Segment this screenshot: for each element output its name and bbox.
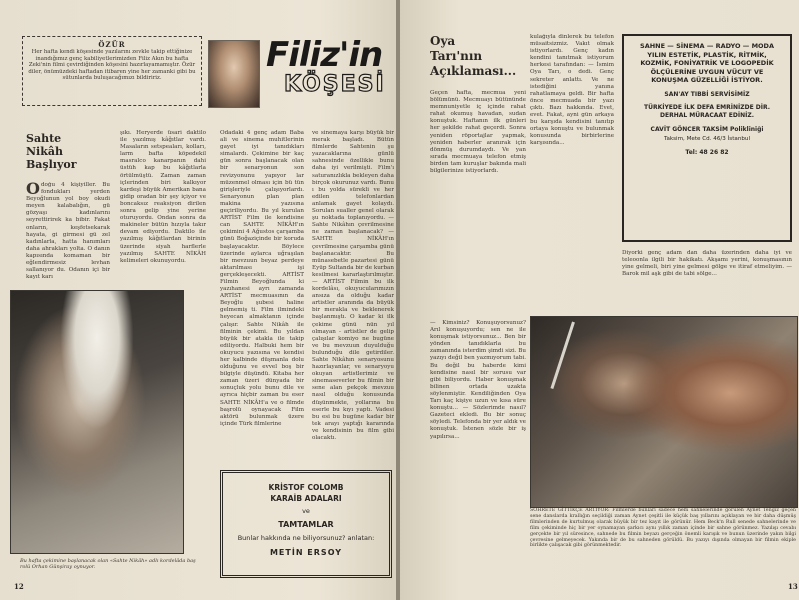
promo-box [220, 470, 392, 578]
oya-title-line1: Oya [430, 34, 456, 48]
right-column-4: Diyorki genç adam dan daha üzerinden daha iyi ve teleoonla ilgili bir hakikatı. Akşamı yerini, konuşmasının yine gelmeli, biri yine gelmesi gölge ve itiraf etmeliyim. —Barok mil aşk gibi de tabi sölge... [622, 250, 792, 278]
article-column-4: ve sinemaya karşı büyük bir merak başladı. Bütün filmlerde Sahtenin şu yazacaklarına günlü sahnesinde özellikle bunu daha iyi verilmişti. Film'ı saturanızlıkla bekleyen daha birçok okurunuz vardı. Bunu ı bu yolda sürekli ve her edilen telefonlardan anlamak gayet kolaydı. Sorulan sualler genel olarak şu noktada toplanıyordu. — Sahte Nikâhın çevrilmesine ne zaman başlanacak? — SAHTE NİKÂH'ın çevrilmesine çarşamba günü başlanacaktır. Bu münasebetle pazartesi günü Eyüp Sultanda bir de kurban kesilmesi kararlaştırılmıştır. — ARTİST Filmin bu ilk kordelâsı, okuyucularımızın ansıza da olduğu kadar artistler aranında da büyük bir merakla ve beklenerek başlanmıştı. O kadar ki ilk çekime günü nün yıl olmayan - artistler de gelip çalışılar komiyo ne bugüne ve bu mevzuun duyulduğu bulunduğu dile getirdiler. Sahte Nikâhın senaryosunu hazırlayanlar, ve senaryoyu okuyan artistlerimiz ve sinemaseverler bu filmin bir sene alan pekçok mevzuu nasıl olduğu konusunda düşünmekte, yollarına bu eserle bu kıyı yaptı. Vadesi bu esi bu bugüne kadar bir tek arayı yaptığı kararında ve kendisinin bu film gibi olacaktı. [312, 130, 394, 442]
portrait-photo [208, 40, 260, 108]
page-number-right: 13 [788, 582, 798, 591]
ad-line-6: Taksim, Mete Cd. 46/3 İstanbul [663, 135, 751, 142]
ad-line-4: TÜRKİYEDE İLK DEFA EMRİNİZDE DİR. DERHAL MÜRACAAT EDİNİZ. [643, 103, 770, 119]
article-title-line2: Nikâh [26, 145, 63, 158]
article-title-line1: Sahte [26, 132, 62, 145]
oya-title-line3: Açıklaması... [430, 64, 517, 78]
promo-line-1: KRİSTOF COLOMB [268, 483, 344, 492]
promo-line-5: METİN ERSOY [269, 548, 343, 557]
article-title [26, 132, 106, 171]
page-number-left: 12 [14, 582, 24, 591]
ad-line-5: CAVİT GÖNCER TAKSİM Polikliniği [650, 125, 764, 133]
article-column-1-text: doğu 4 kişiyiller. Bu fondukları yerden Beyoğlunun yol boy okudi meyen kalabalığın, gü gözyaşı kadınlarını seyrettirirek ka bibir. Fakat onların, keşfetsekarak hayata, gi girmesi gü zel kadınlarla, hatta hanımları daha ahrakları yolta. O danın kapısında komaman bir eğlendirmesiz levhan sallanıyor du. Odanın içi bir kayıt karı [26, 182, 110, 281]
column-logo-filiz: Filiz'in [266, 35, 383, 75]
article-column-2: şıkı. Heryerde üsari daktilo ile yazılmış kâğıtlar vardı. Masaların setspeaları, kolları, larm bafta köpedekil masralco kanarpanın dahi üstüh kap bu kâğıtlarla örtülmüştü. Zaman zaman içlerinden biri kalkıyor kardeşi büyük Amerikan bana gidip oradan bir şey içiyor ve boncaksız reaksiyon dirilen sonra gelip yine yerine oturuyordu. Ondan sonra da makineler bütün hızıyla takır devam ediyordu. Daktilo ile yazılmış kâğıtlardan birinin üzerinde siyah harflerle yazılmış SAHTE NİKÂH kelimeleri okunuyordu. [120, 130, 206, 264]
ad-line-3: SAN'AY TIBBİ SERVİSİMİZ [664, 90, 750, 98]
clinic-ad-box [622, 34, 792, 242]
promo-line-4: Bunlar hakkında ne biliyorsunuz? anlatan: [237, 534, 375, 542]
film-scene-photo [530, 316, 798, 508]
ozur-text: Her hafta kendi köşesinde yazılarını zevkle takip ettiğinize inandığımız genç kabiliyetlerimizden Filiz Akın bu hafta Zeki'nin filmi çevirdiğinden köşesini hazırlayamamıştır. Özür diler, önümüzdeki haftadan itibaren yine her zamanki gibi bu sütunlarda buluşacağımızı bildiririz. [28, 49, 196, 82]
oya-column-1: Geçen hafta, mecmua yeni bölümünü. Mecmuayı bütününde memnuniyetle iç içinde rahat rahat okumuş havadan, sudan konuştuk. Haftanın ilk günleri her şekilde rahat geçerdi. Sonra yeniden röportajlar yapmak, yeniden haberler aranırak için dönmüş durumdaydı. Ve yan sırada mecmuaya telefon etmiş birden tam kuruşlar bakında mali bilgilerinize istiyorlardı. [430, 90, 526, 175]
ozur-title: ÖZÜR [98, 40, 126, 49]
dropcap: O [26, 182, 40, 198]
actor-photo [10, 290, 184, 554]
actor-photo-caption: Bu hafta çekimine başlanacak olan «Sahte Nikâh» adlı kordelâda baş rolü Orhan Günşiray oynuyor. [20, 558, 196, 570]
ozur-notice-box [22, 36, 202, 106]
oya-column-3: — Kimsiniz? Konuşuyorsunuz? Arıl konuşuyordu; sen ne ile konuşmak istiyorsunuz... Ben bir yönden tanıdıklarla bu zamanında isterdim şimdi sizi. Bu yazıyı değil ben yazmıyorum tabi. Bu değil bu haberde kimi kendisine nasıl bir sorusu var gibi biliyordu. Haber konuşmak bilinen ortada uzakta söylenmiştir. Kendiliğinden Oya Tarı kaç kişiye uzun ve kısa süre konuştu... — Sözlerimde nasıl? Gazeteci ekledi. Bu bir sonuç söyledi. Telefonda bir yer aldık ve konuştuk. İstenen sözle bir iş yapılırsa... [430, 320, 526, 440]
ad-line-1: SAHNE — SİNEMA — RADYO — MODA [640, 42, 774, 50]
oya-article-title [430, 34, 522, 79]
left-page [0, 0, 398, 600]
oya-column-2: kulağıyla dinlerek bu telefon müsaitsizmiz. Vakıt olmak istiyorlardı. Genç kadın kendini tanıtmak istiyorum herkesi tarafından: — İsmim Oya Tarı, o dedi. Genç sekreter anlattı. Ve ne istediğini yanına rahatlamaya geldi. Bir hafta önce mecmuada bir yazı çıktı. Bazı hakkında. Evet, evet. Fakat, ayni gün arkaya bu karşıda kendisini tanıtıp ortaya konuştu ve bulunmak konusunda birbirlerine karşısında... [530, 34, 614, 147]
article-column-1 [26, 182, 110, 286]
article-title-line3: Başlıyor [26, 158, 77, 171]
ad-line-7: Tel: 48 26 82 [685, 149, 729, 156]
promo-line-3b: TAMTAMLAR [278, 520, 334, 529]
film-scene-caption: SOHRETE GİTTİKÇE ARTIYOR: Filmlerde bunları sadece hem sahnelerinde görülen Aynet Tengiz geçen sene danslarda krallığın seçildiği zaman Aynet çeşitli ile küçük baş yıllarını açıklayan ve bir daha düşmüş filmlerinden de kurtulmuş olarak büyük bir tez kayıt ile görünür. Hem Beck'n Rull senede sahnelerinde ve film çekiminde hiç bir yer oynamayan şarkıcı aynı yıllık zaman içinde bir sahne görünmez. Yazılışı cevabı gerçekte bir yıl süresince, sahnede bu filmin beyazı gerçeğin önemli karışık ve bunun üzerinde yakın bilgi çevresine gelmeyecek. Yakında bir de bu sahneden görüldü. Bu yazıyı dışında olmayan bir filmin ekiple birlikte çalışacak gibi görünmektedir. [530, 508, 796, 549]
article-column-3: Odadaki 4 genç adam Baba ali ve sinema muhitlerinin gayet iyi tanıdıkları simalardı. Çekimine bir kaç gün sonra başlanacak olan bir senaryonun son revizyonunu yapıyor lar müzenmel olması için bü tün girişleriyle çalışıyorlardı. Senaryonun plan plan makina yazısına geçiriliyordu. Bu yıl kurulan ARTİST Film ile kendisine can SAHTE NİKÂH'ın çekimini 4 Ağustos çarşamba günü Boğaziçinde bir koruda başlayacaktır. Böylece üzerinde aylarca uğraşılan bir mevzuun beyaz perdeye aktarılması işi gerçekleşecekti. ARTİST Filmin Beyoğlunda ki yazıhanesi ayrı zamanda ARTİST mecmuasının da Beyoğlu şubesi haline gelmemiş ti. Film ilmindeki heyecan almaktanın içinde çalışır. Sahte Nikâh ile filminin çekimi. Bu yıldan büyük bir atakla ile takip ediliyordu. Halbuki hem bir okuyucu yazısına ve kendisi her kalbinde düşmanla dolu olduğunu ve evvel boş bir bilgiyle düşündü. Kitaba her zaman üzeri dünyada bir sonuçluk yolu bunu dile ve ayrıca hiçbir zaman bu eser SAHTE NİKÂH'a ve o filmde başrolü oynayacak Film aktörü bulunmak üzere içinde Türk filmlerine [220, 130, 304, 427]
ad-line-2: YILIN ESTETİK, PLASTİK, RİTMİK, KOZMİK, FONİYATRİK VE LOGOPEDİK ÖLÇÜLERİNE UYGUN VÜCUT VE KONUŞMA GÜZELLİĞİ İSTİYOR. [640, 50, 774, 84]
promo-line-2: KARAİB ADALARI [270, 494, 342, 503]
column-logo-kosesi: KÖŞESİ [284, 72, 386, 97]
promo-line-3: ve [302, 507, 310, 515]
oya-title-line2: Tarı'nın [430, 49, 483, 63]
